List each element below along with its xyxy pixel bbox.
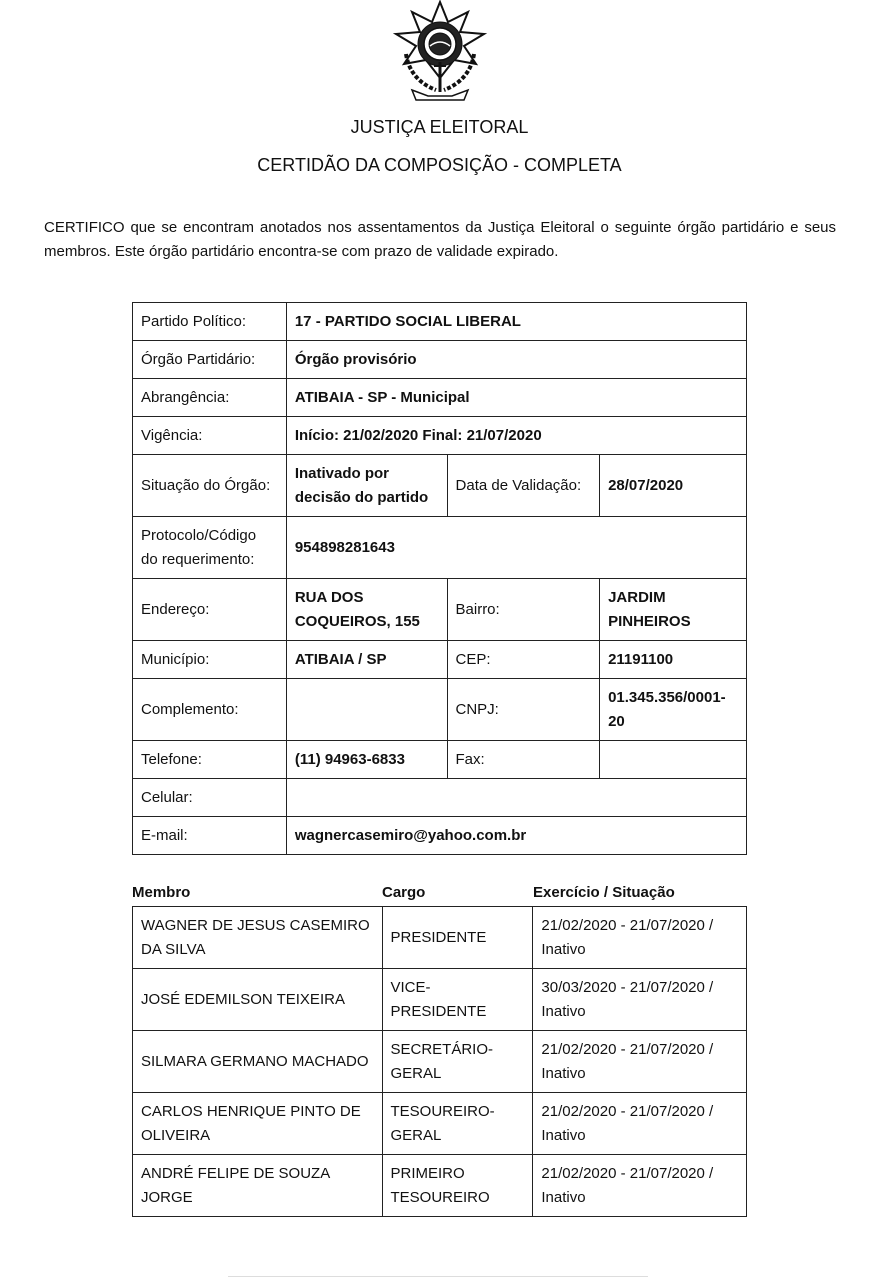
protocolo-value: 954898281643	[286, 517, 746, 579]
table-row	[133, 679, 747, 741]
member-term	[533, 969, 747, 1031]
member-term-line-2: Inativo	[541, 1188, 586, 1206]
member-name-line-1: CARLOS HENRIQUE PINTO DE	[141, 1102, 361, 1120]
member-name	[133, 1155, 383, 1217]
vigencia-value: Início: 21/02/2020 Final: 21/07/2020	[286, 417, 746, 455]
member-name-line-2: DA SILVA	[141, 940, 206, 958]
member-role	[382, 1031, 533, 1093]
member-role-line-1: VICE-PRESIDENTE	[390, 978, 487, 1020]
coat-of-arms-seal	[392, 0, 488, 102]
protocolo-label	[133, 517, 287, 579]
complemento-value	[286, 679, 447, 741]
table-row	[133, 741, 747, 779]
certification-statement: CERTIFICO que se encontram anotados nos assentamentos da Justiça Eleitoral o seguinte órgão partidário e seus membros. Este órgão partidário encontra-se com prazo de validade expirado.	[44, 219, 836, 260]
member-name-line-1: WAGNER DE JESUS CASEMIRO	[141, 916, 370, 934]
institution-heading: JUSTIÇA ELEITORAL	[350, 117, 529, 137]
member-term-line-1: 21/02/2020 - 21/07/2020 /	[541, 1102, 714, 1120]
member-term-line-2: Inativo	[541, 1126, 586, 1144]
footer-divider	[228, 1276, 648, 1277]
table-row	[133, 341, 747, 379]
endereco-line-1: RUA DOS	[294, 588, 364, 606]
situacao-line-2: decisão do partido	[294, 488, 429, 506]
endereco-label: Endereço:	[133, 579, 287, 641]
member-role	[382, 1093, 533, 1155]
orgao-label: Órgão Partidário:	[133, 341, 287, 379]
member-role-line-2: GERAL	[390, 1126, 442, 1144]
member-role-line-2: TESOUREIRO	[390, 1188, 490, 1206]
member-term-line-1: 21/02/2020 - 21/07/2020 /	[541, 1040, 714, 1058]
table-row	[133, 1031, 747, 1093]
telefone-value: (11) 94963-6833	[286, 741, 447, 779]
member-role	[382, 969, 533, 1031]
member-term	[533, 1155, 747, 1217]
member-name-line-2: OLIVEIRA	[141, 1126, 211, 1144]
table-row	[133, 1155, 747, 1217]
member-role	[382, 1155, 533, 1217]
member-name-line-1: SILMARA GERMANO MACHADO	[141, 1052, 369, 1070]
cep-value: 21191100	[600, 641, 747, 679]
members-table	[132, 906, 747, 1217]
member-name	[133, 1093, 383, 1155]
cnpj-line-2: 20	[608, 712, 625, 730]
table-row	[133, 517, 747, 579]
member-role-line-1: SECRETÁRIO-	[390, 1040, 494, 1058]
vigencia-label: Vigência:	[133, 417, 287, 455]
table-row	[133, 1093, 747, 1155]
table-row	[133, 969, 747, 1031]
protocolo-label-line-2: do requerimento:	[141, 550, 255, 568]
email-label: E-mail:	[133, 817, 287, 855]
member-term	[533, 1031, 747, 1093]
member-name	[133, 969, 383, 1031]
party-info-table	[132, 302, 747, 855]
telefone-label: Telefone:	[133, 741, 287, 779]
column-header-membro: Membro	[132, 884, 191, 901]
table-row	[133, 641, 747, 679]
validacao-value: 28/07/2020	[600, 455, 747, 517]
member-term-line-1: 21/02/2020 - 21/07/2020 /	[541, 1164, 714, 1182]
situacao-label: Situação do Órgão:	[133, 455, 287, 517]
member-role-line-1: TESOUREIRO-	[390, 1102, 495, 1120]
member-term-line-1: 21/02/2020 - 21/07/2020 /	[541, 916, 714, 934]
member-term-line-2: Inativo	[541, 1064, 586, 1082]
cnpj-value	[600, 679, 747, 741]
table-row	[133, 455, 747, 517]
abrangencia-value: ATIBAIA - SP - Municipal	[286, 379, 746, 417]
abrangencia-label: Abrangência:	[133, 379, 287, 417]
table-row	[133, 779, 747, 817]
member-term	[533, 1093, 747, 1155]
endereco-line-2: COQUEIROS, 155	[294, 612, 420, 630]
bairro-label: Bairro:	[447, 579, 600, 641]
partido-label: Partido Político:	[133, 303, 287, 341]
table-row	[133, 303, 747, 341]
column-header-cargo: Cargo	[382, 884, 426, 901]
cep-label: CEP:	[447, 641, 600, 679]
orgao-value: Órgão provisório	[286, 341, 746, 379]
endereco-value	[286, 579, 447, 641]
table-row	[133, 907, 747, 969]
member-role	[382, 907, 533, 969]
member-term-line-2: Inativo	[541, 940, 586, 958]
bairro-line-1: JARDIM	[608, 588, 666, 606]
cnpj-label: CNPJ:	[447, 679, 600, 741]
member-name-line-1: ANDRÉ FELIPE DE SOUZA JORGE	[141, 1164, 330, 1206]
validacao-label: Data de Validação:	[447, 455, 600, 517]
certificate-title: CERTIDÃO DA COMPOSIÇÃO - COMPLETA	[257, 155, 622, 175]
municipio-label: Município:	[133, 641, 287, 679]
email-value: wagnercasemiro@yahoo.com.br	[286, 817, 746, 855]
fax-label: Fax:	[447, 741, 600, 779]
table-row	[133, 379, 747, 417]
table-row	[133, 579, 747, 641]
celular-label: Celular:	[133, 779, 287, 817]
member-name-line-1: JOSÉ EDEMILSON TEIXEIRA	[141, 990, 345, 1008]
celular-value	[286, 779, 746, 817]
member-role-line-1: PRIMEIRO	[390, 1164, 465, 1182]
member-term	[533, 907, 747, 969]
member-name	[133, 907, 383, 969]
protocolo-label-line-1: Protocolo/Código	[141, 526, 257, 544]
table-row	[133, 417, 747, 455]
bairro-line-2: PINHEIROS	[608, 612, 691, 630]
situacao-line-1: Inativado por	[294, 464, 390, 482]
situacao-value	[286, 455, 447, 517]
complemento-label: Complemento:	[133, 679, 287, 741]
column-header-exercicio: Exercício / Situação	[533, 884, 675, 901]
partido-value: 17 - PARTIDO SOCIAL LIBERAL	[286, 303, 746, 341]
cnpj-line-1: 01.345.356/0001-	[608, 688, 726, 706]
member-role-line-2: GERAL	[390, 1064, 442, 1082]
bairro-value	[600, 579, 747, 641]
fax-value	[600, 741, 747, 779]
municipio-value: ATIBAIA / SP	[286, 641, 447, 679]
member-term-line-1: 30/03/2020 - 21/07/2020 /	[541, 978, 714, 996]
member-term-line-2: Inativo	[541, 1002, 586, 1020]
member-role-line-1: PRESIDENTE	[390, 928, 487, 946]
table-row	[133, 817, 747, 855]
member-name	[133, 1031, 383, 1093]
